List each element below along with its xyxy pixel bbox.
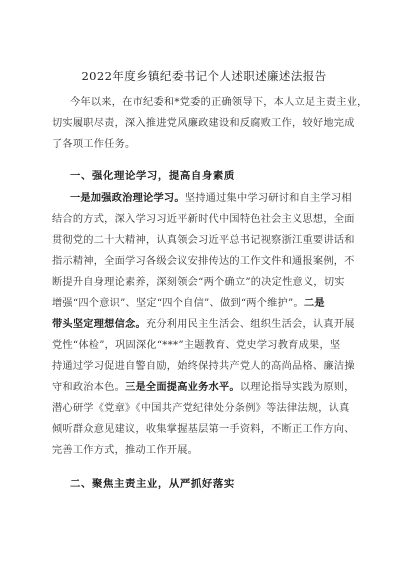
- paragraph-2-lead: 带头坚定理想信念。: [52, 318, 146, 330]
- paragraph-1-line-6-text: 增强“四个意识”、坚定“四个自信”、做到“两个维护”。: [52, 298, 304, 309]
- document-title: 2022年度乡镇纪委书记个人述职述廉述法报告: [81, 69, 327, 83]
- paragraph-1-line-5: 断提升自身理论素养，深刻领会“两个确立”的决定性意义，切实: [52, 277, 345, 288]
- paragraph-1-line-6: [52, 297, 325, 310]
- paragraph-1-line-4: 指示精神，全面学习各级会议安排传达的工作文件和通报案例，不: [52, 256, 355, 267]
- paragraph-2-line-1-text: 充分利用民主生活会、组织生活会，认真开展: [145, 319, 355, 330]
- paragraph-3-line-4: 完善工作方式，推动工作开展。: [52, 445, 199, 456]
- paragraph-2-lead-start: 二是: [303, 297, 325, 309]
- intro-line-1: 今年以来，在市纪委和*党委的正确领导下，本人立足主责主业，: [70, 97, 368, 108]
- paragraph-2-line-1: [52, 318, 355, 331]
- paragraph-1-line-3: 贯彻党的二十大精神，认真领会习近平总书记视察浙江重要讲话和: [52, 235, 355, 246]
- intro-line-2: 切实履职尽责，深入推进党风廉政建设和反腐败工作，较好地完成: [52, 118, 355, 129]
- paragraph-3-lead: 三是全面提高业务水平。: [125, 381, 240, 393]
- paragraph-2-line-4: [52, 381, 355, 394]
- paragraph-1-line-1-text: 坚持通过集中学习研讨和自主学习相: [184, 193, 352, 204]
- paragraph-3-line-1-text: 以理论指导实践为原则，: [239, 382, 355, 393]
- paragraph-3-line-3: 倾听群众意见建议，收集掌握基层第一手资料，不断正工作方向、: [52, 424, 355, 435]
- section-2-heading: 二、聚焦主责主业，从严抓好落实: [70, 478, 235, 490]
- paragraph-2-line-2: 党性“体检”，巩固深化“***”主题教育、党史学习教育成果，坚: [52, 340, 341, 351]
- paragraph-1-line-1: [70, 192, 352, 205]
- paragraph-3-line-2: 潜心研学《党章》《中国共产党纪律处分条例》等法律法规，认真: [52, 403, 350, 414]
- paragraph-1-lead: 一是加强政治理论学习。: [70, 192, 185, 204]
- intro-line-3: 了各项工作任务。: [52, 139, 136, 150]
- paragraph-1-line-2: 结合的方式，深入学习习近平新时代中国特色社会主义思想，全面: [52, 214, 355, 225]
- paragraph-2-line-4-text: 守和政治本色。: [52, 382, 126, 393]
- section-1-heading: 一、强化理论学习，提高自身素质: [70, 170, 235, 182]
- paragraph-2-line-3: 持通过学习促进自警自励，始终保持共产党人的高尚品格、廉洁操: [52, 361, 355, 372]
